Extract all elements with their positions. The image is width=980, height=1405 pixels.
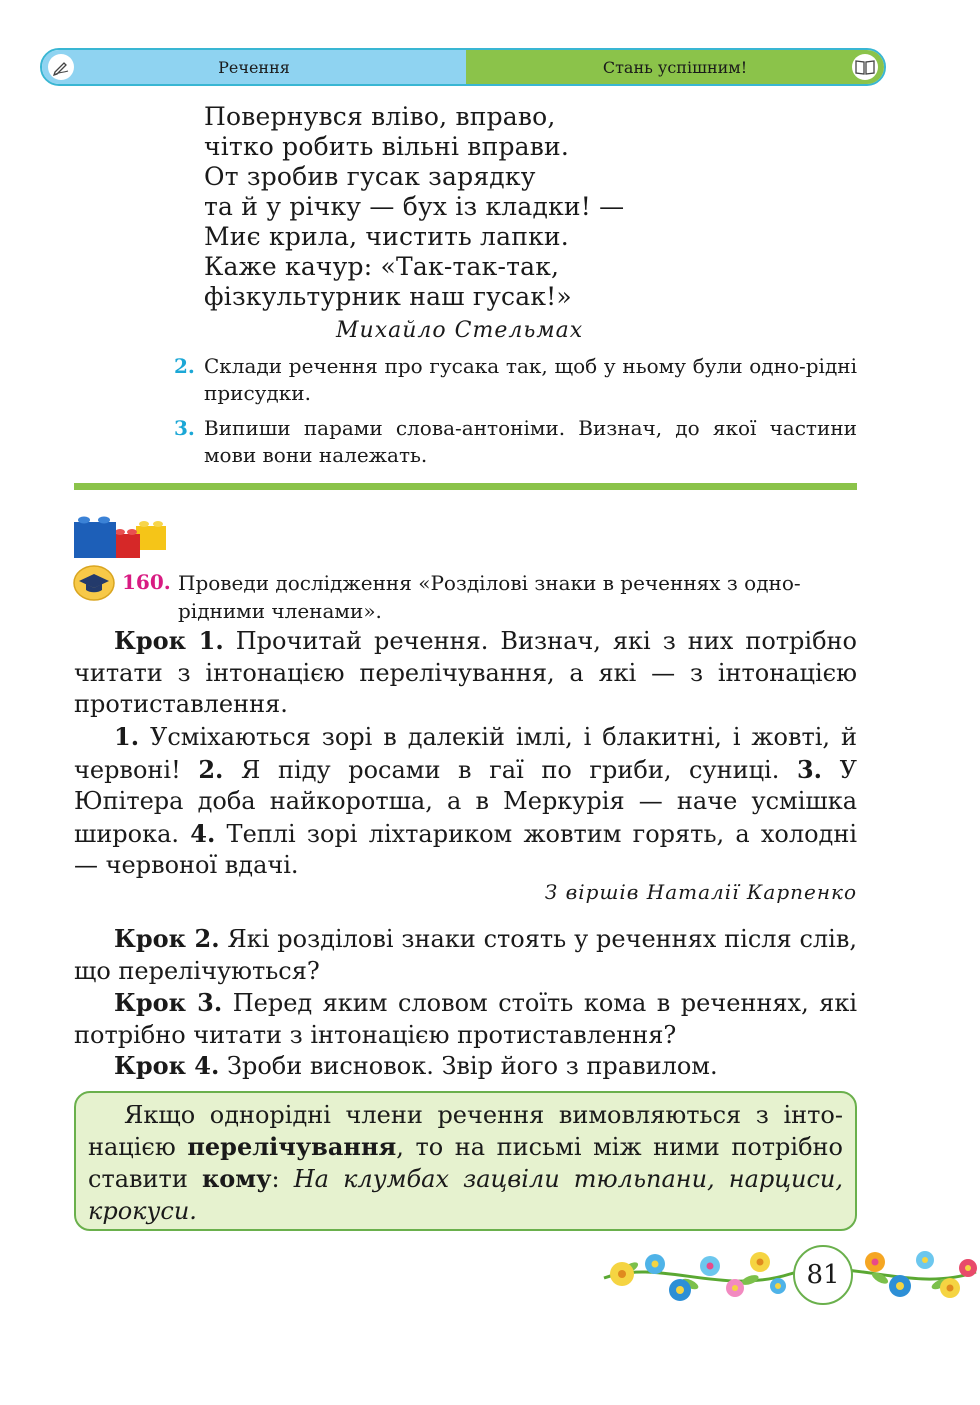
sentence-number: 4. bbox=[190, 818, 216, 848]
task-text: Випиши парами слова-антоніми. Визнач, до якої частини мови вони належать. bbox=[204, 416, 857, 467]
poem-line: чітко робить вільні вправи. bbox=[204, 132, 570, 161]
book-icon bbox=[852, 54, 878, 80]
graduation-cap-icon bbox=[73, 565, 115, 605]
task-item bbox=[174, 415, 857, 469]
example-sentences bbox=[74, 721, 857, 882]
section-divider bbox=[74, 483, 857, 490]
sentences-source: З віршів Наталії Карпенко bbox=[544, 880, 857, 904]
step-text: Прочитай речення. Визнач, які з них потрібно читати з інтонацією перелічування, а які — з інтонацією протиставлення. bbox=[74, 627, 857, 718]
step-label: Крок 3. bbox=[114, 988, 223, 1017]
poem-line: Каже качур: «Так-так-так, bbox=[204, 252, 560, 281]
lego-blocks-icon bbox=[74, 512, 170, 564]
sentence-number: 3. bbox=[796, 754, 823, 784]
step-label: Крок 2. bbox=[114, 924, 220, 953]
step-2 bbox=[74, 923, 857, 987]
step-4 bbox=[74, 1050, 857, 1083]
step-text: Перед яким словом стоїть кома в реченнях, які потрібно читати з інтонацією протиставлення? bbox=[74, 989, 857, 1049]
sentence-text: Я піду росами в гаї по гриби, суниці. bbox=[223, 755, 797, 784]
poem-line: фізкультурник наш гусак!» bbox=[204, 282, 572, 311]
rule-text-part: , то на письмі між ними потрібно ставити bbox=[88, 1133, 843, 1193]
poem bbox=[204, 102, 624, 312]
sentence-text: Теплі зорі ліхтариком жовтим горять, а холодні — червоної вдачі. bbox=[74, 819, 858, 879]
step-1 bbox=[74, 625, 857, 721]
step-3 bbox=[74, 987, 857, 1051]
pen-icon bbox=[48, 54, 74, 80]
task-item bbox=[174, 353, 857, 407]
flowers-garland-icon bbox=[600, 1238, 980, 1316]
poem-line: Миє крила, чистить лапки. bbox=[204, 222, 569, 251]
header-section-right bbox=[466, 50, 884, 84]
rule-text-part: Якщо однорідні члени речення вимовляються з інто-нацією bbox=[88, 1101, 843, 1161]
rule-example: На клумбах зацвіли тюльпани, нарциси, крокуси. bbox=[88, 1165, 844, 1225]
poem-line: От зробив гусак зарядку bbox=[204, 162, 536, 191]
task-number: 2. bbox=[174, 354, 195, 378]
rule-text bbox=[88, 1099, 843, 1227]
poem-author: Михайло Стельмах bbox=[336, 318, 584, 343]
sentence-text: Усміхаються зорі в далекій імлі, і блакитні, і жовті, й червоні! bbox=[74, 723, 857, 784]
exercise-number: 160. bbox=[122, 570, 171, 594]
task-text: Склади речення про гусака так, щоб у ньому були одно-рідні присудки. bbox=[204, 354, 857, 405]
poem-line: та й у річку — бух із кладки! — bbox=[204, 192, 625, 221]
header-section-left bbox=[42, 50, 466, 84]
step-label: Крок 1. bbox=[114, 626, 224, 655]
task-number: 3. bbox=[174, 416, 195, 440]
rule-text-part: : bbox=[271, 1165, 294, 1193]
sentence-text: У Юпітера доба найкоротша, а в Меркурія — наче усмішка широка. bbox=[74, 755, 858, 848]
sentence-number: 2. bbox=[198, 754, 224, 784]
step-text: Які розділові знаки стоять у реченнях після слів, що перелічуються? bbox=[74, 925, 857, 985]
page-header bbox=[40, 48, 886, 86]
header-section-title: Речення bbox=[218, 57, 290, 77]
step-text: Зроби висновок. Звір його з правилом. bbox=[219, 1052, 718, 1080]
sentence-number: 1. bbox=[114, 722, 140, 751]
step-label: Крок 4. bbox=[114, 1051, 220, 1080]
header-motto: Стань успішним! bbox=[602, 57, 748, 77]
page-number: 81 bbox=[793, 1245, 853, 1305]
rule-keyword: кому bbox=[201, 1164, 272, 1193]
rule-keyword: перелічування bbox=[187, 1132, 397, 1161]
exercise-instruction: Проведи дослідження «Розділові знаки в реченнях з одно-рідними членами». bbox=[178, 571, 801, 623]
poem-line: Повернувся вліво, вправо, bbox=[204, 102, 556, 131]
rule-box bbox=[74, 1091, 857, 1231]
